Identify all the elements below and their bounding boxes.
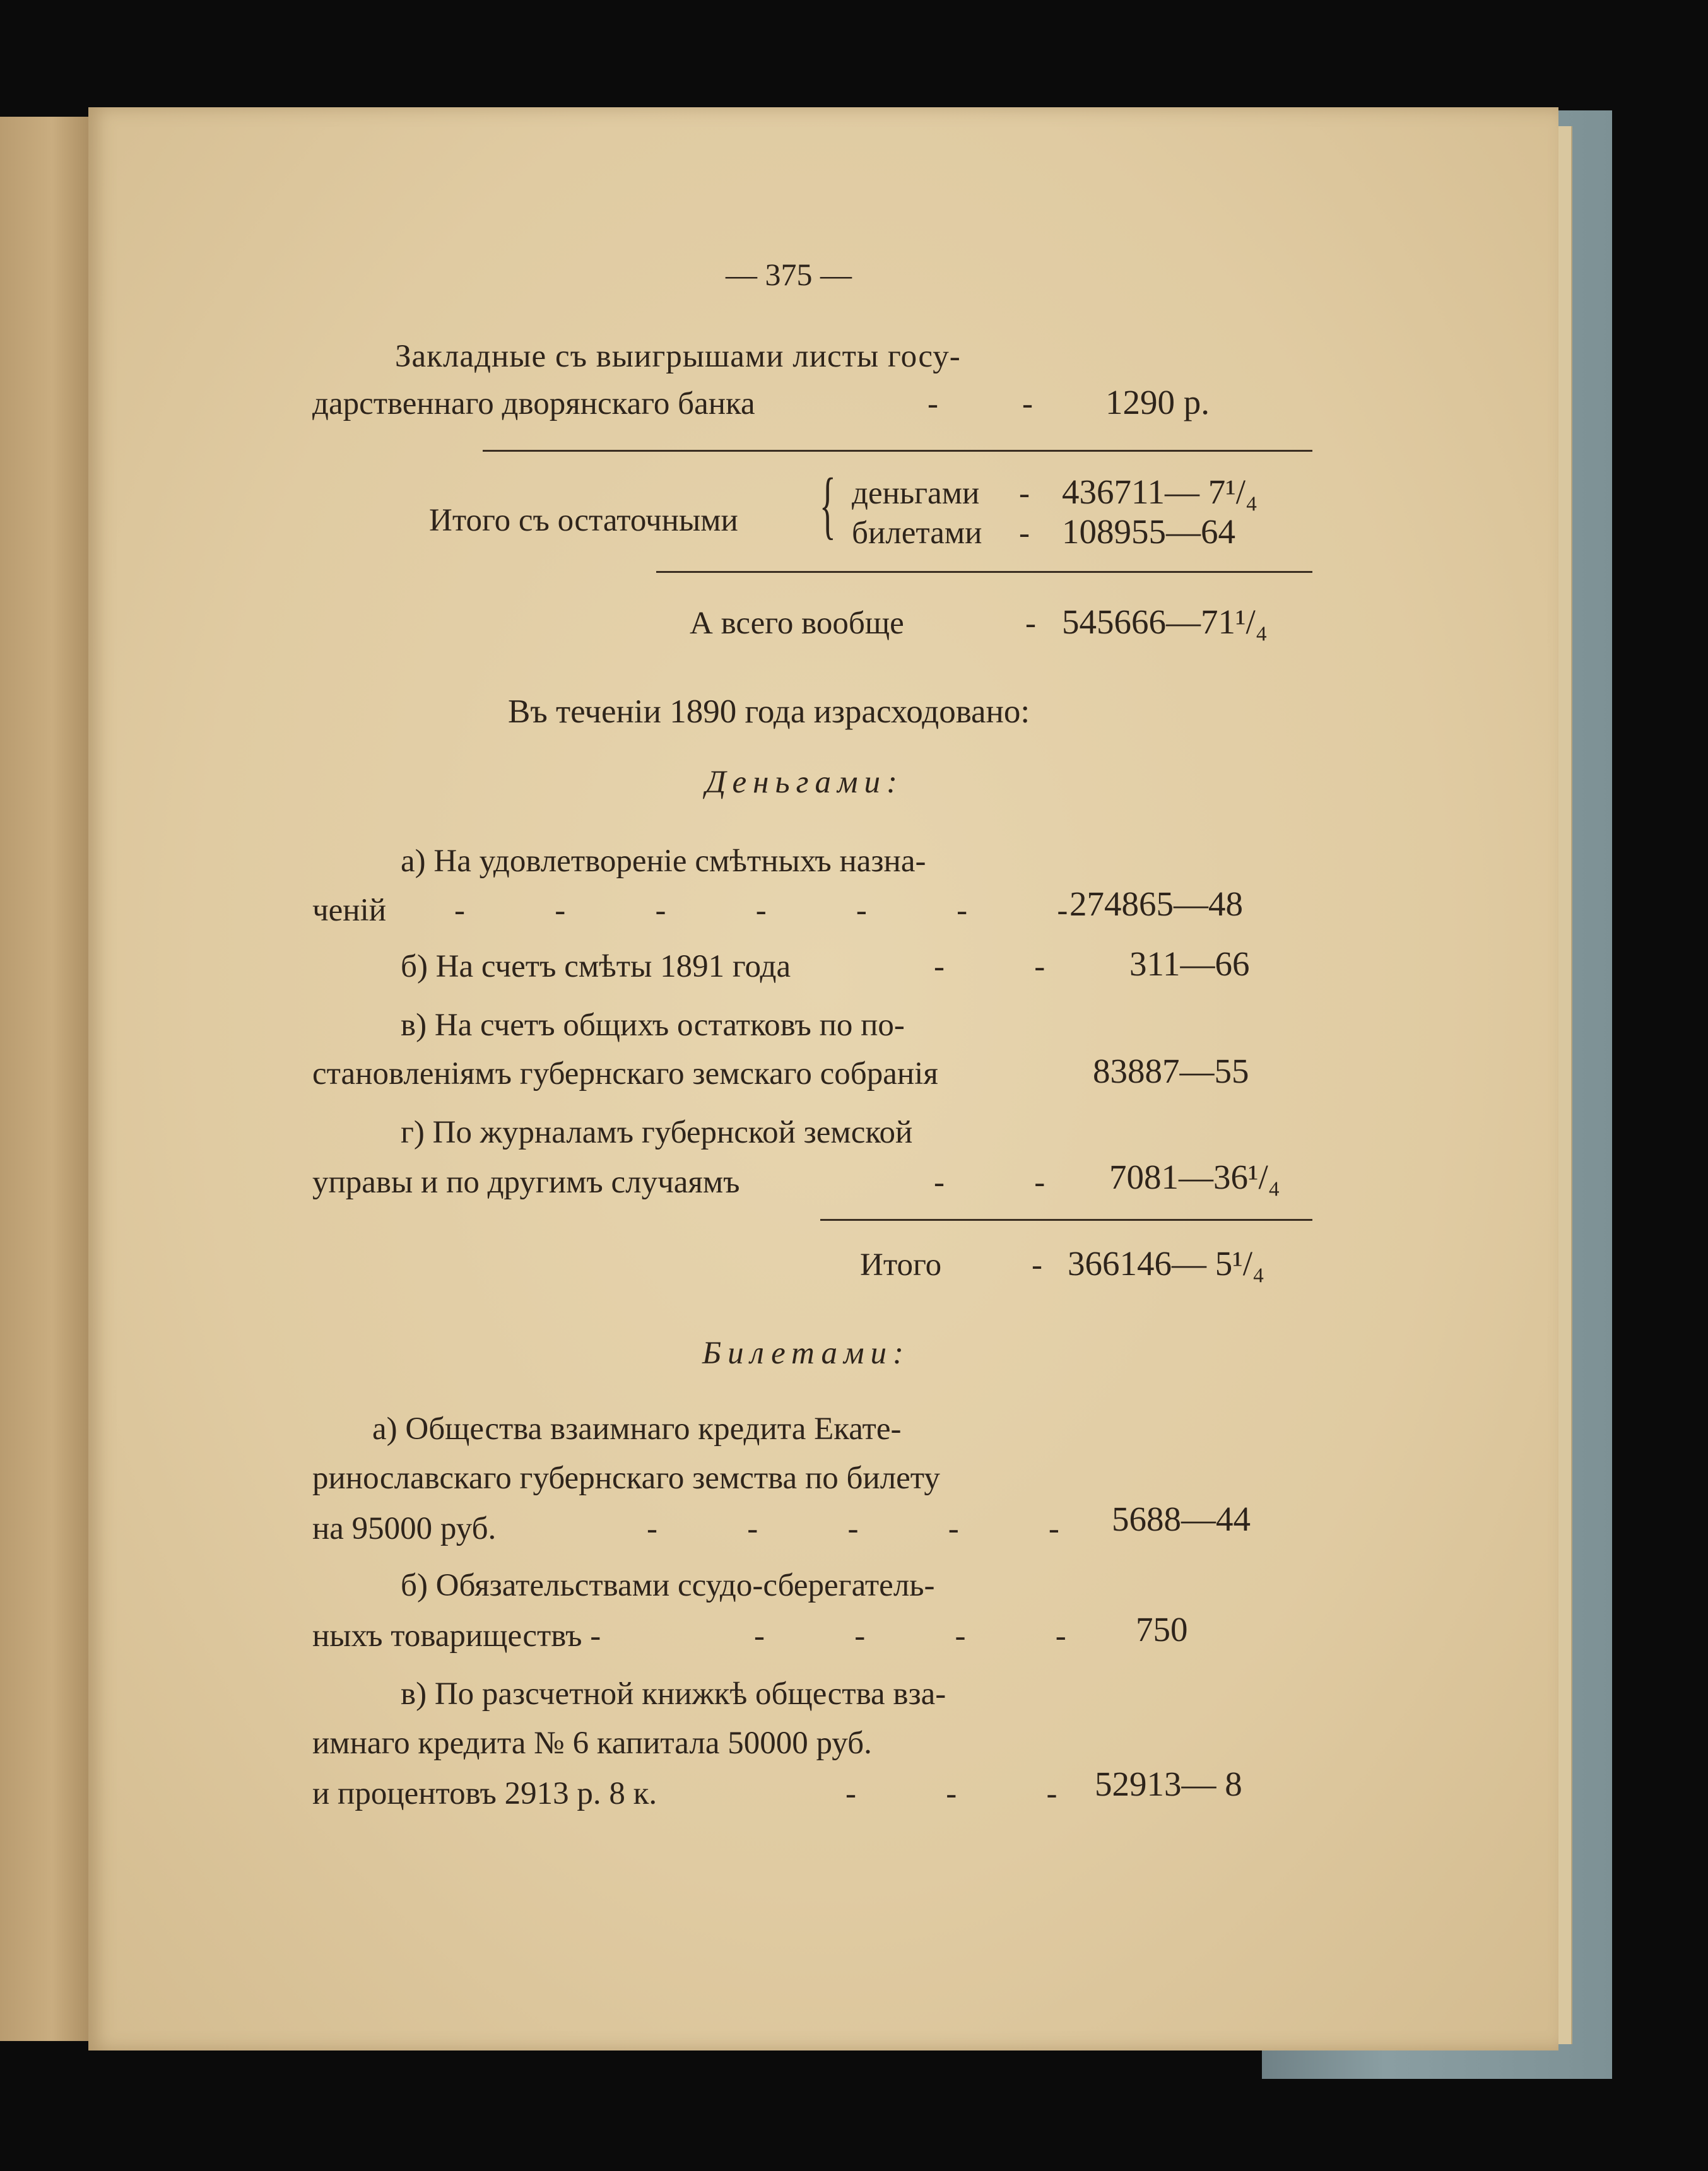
- mortgage-line-2: дарственнаго дворянскаго банка: [312, 386, 755, 421]
- money-item-g-dashes: - -: [934, 1165, 1062, 1200]
- money-item-a-amount: 274865—48: [1069, 885, 1243, 923]
- money-item-v-amount: 83887—55: [1093, 1052, 1249, 1090]
- remainders-money-dash: -: [1019, 476, 1030, 511]
- money-item-v-line-1: в) На счетъ общихъ остатковъ по по-: [401, 1008, 905, 1043]
- tickets-item-v-line-3: и процентовъ 2913 р. 8 к.: [312, 1776, 657, 1811]
- tickets-item-a-line-2: ринославскаго губернскаго земства по билету: [312, 1461, 940, 1496]
- money-item-a-dashes: - - - - - - -: [454, 893, 1085, 928]
- grand-total-dash: -: [1025, 606, 1036, 641]
- money-item-g-line-1: г) По журналамъ губернской земской: [401, 1115, 913, 1150]
- money-item-a-line-1: а) На удовлетвореніе смѣтныхъ назна-: [401, 844, 926, 879]
- money-total-dash: -: [1032, 1247, 1042, 1283]
- tickets-item-a-line-1: а) Общества взаимнаго кредита Екате-: [372, 1411, 902, 1447]
- tickets-item-a-dashes: - - - - -: [647, 1511, 1076, 1546]
- grand-total-label: А всего вообще: [690, 606, 904, 641]
- money-item-a-line-2: ченій: [312, 893, 387, 928]
- money-item-g-line-2: управы и по другимъ случаямъ: [312, 1165, 740, 1200]
- mortgage-line-1: Закладные съ выигрышами листы госу-: [395, 339, 961, 374]
- tickets-item-b-line-2: ныхъ товариществъ -: [312, 1618, 601, 1654]
- brace-symbol: {: [819, 462, 836, 546]
- money-item-b-amount: 311—66: [1129, 944, 1250, 983]
- remainders-tickets-amount: 108955—64: [1062, 512, 1235, 551]
- money-item-b-line: б) На счетъ смѣты 1891 года: [401, 949, 791, 984]
- tickets-item-v-line-2: имнаго кредита № 6 капитала 50000 руб.: [312, 1726, 872, 1761]
- tickets-item-a-line-3: на 95000 руб.: [312, 1511, 497, 1546]
- divider-rule: [656, 571, 1312, 573]
- remainders-money-amount: 436711— 7¹/₄: [1062, 473, 1258, 511]
- money-item-g-amount: 7081—36¹/₄: [1109, 1158, 1280, 1196]
- money-total-label: Итого: [860, 1247, 942, 1283]
- mortgage-dash-2: -: [1022, 386, 1033, 421]
- remainders-tickets-dash: -: [1019, 515, 1030, 551]
- mortgage-dash-1: -: [928, 386, 938, 421]
- tickets-item-b-line-1: б) Обязательствами ссудо-сберегатель-: [401, 1568, 935, 1603]
- remainders-money-label: деньгами: [852, 476, 980, 511]
- money-item-v-line-2: становленіямъ губернскаго земскаго собранія: [312, 1056, 938, 1091]
- tickets-item-v-line-1: в) По разсчетной книжкѣ общества вза-: [401, 1676, 946, 1712]
- grand-total-amount: 545666—71¹/₄: [1062, 603, 1268, 641]
- tickets-item-b-amount: 750: [1136, 1610, 1188, 1649]
- tickets-item-v-dashes: - - -: [845, 1776, 1074, 1811]
- money-total-amount: 366146— 5¹/₄: [1068, 1244, 1265, 1283]
- divider-rule: [483, 450, 1312, 452]
- divider-rule: [820, 1219, 1312, 1221]
- money-section-heading: Деньгами:: [705, 765, 904, 800]
- remainders-label: Итого съ остаточными: [429, 503, 738, 538]
- tickets-item-v-amount: 52913— 8: [1095, 1765, 1242, 1803]
- tickets-item-b-dashes: - - - -: [754, 1618, 1083, 1654]
- money-item-b-dashes: - -: [934, 949, 1062, 984]
- left-page-edge: [0, 117, 95, 2041]
- mortgage-amount: 1290 р.: [1105, 383, 1210, 421]
- tickets-section-heading: Билетами:: [702, 1336, 910, 1371]
- spent-heading: Въ теченіи 1890 года израсходовано:: [508, 693, 1030, 730]
- tickets-item-a-amount: 5688—44: [1112, 1500, 1251, 1538]
- remainders-tickets-label: билетами: [852, 515, 982, 551]
- page-number: — 375 —: [726, 257, 852, 292]
